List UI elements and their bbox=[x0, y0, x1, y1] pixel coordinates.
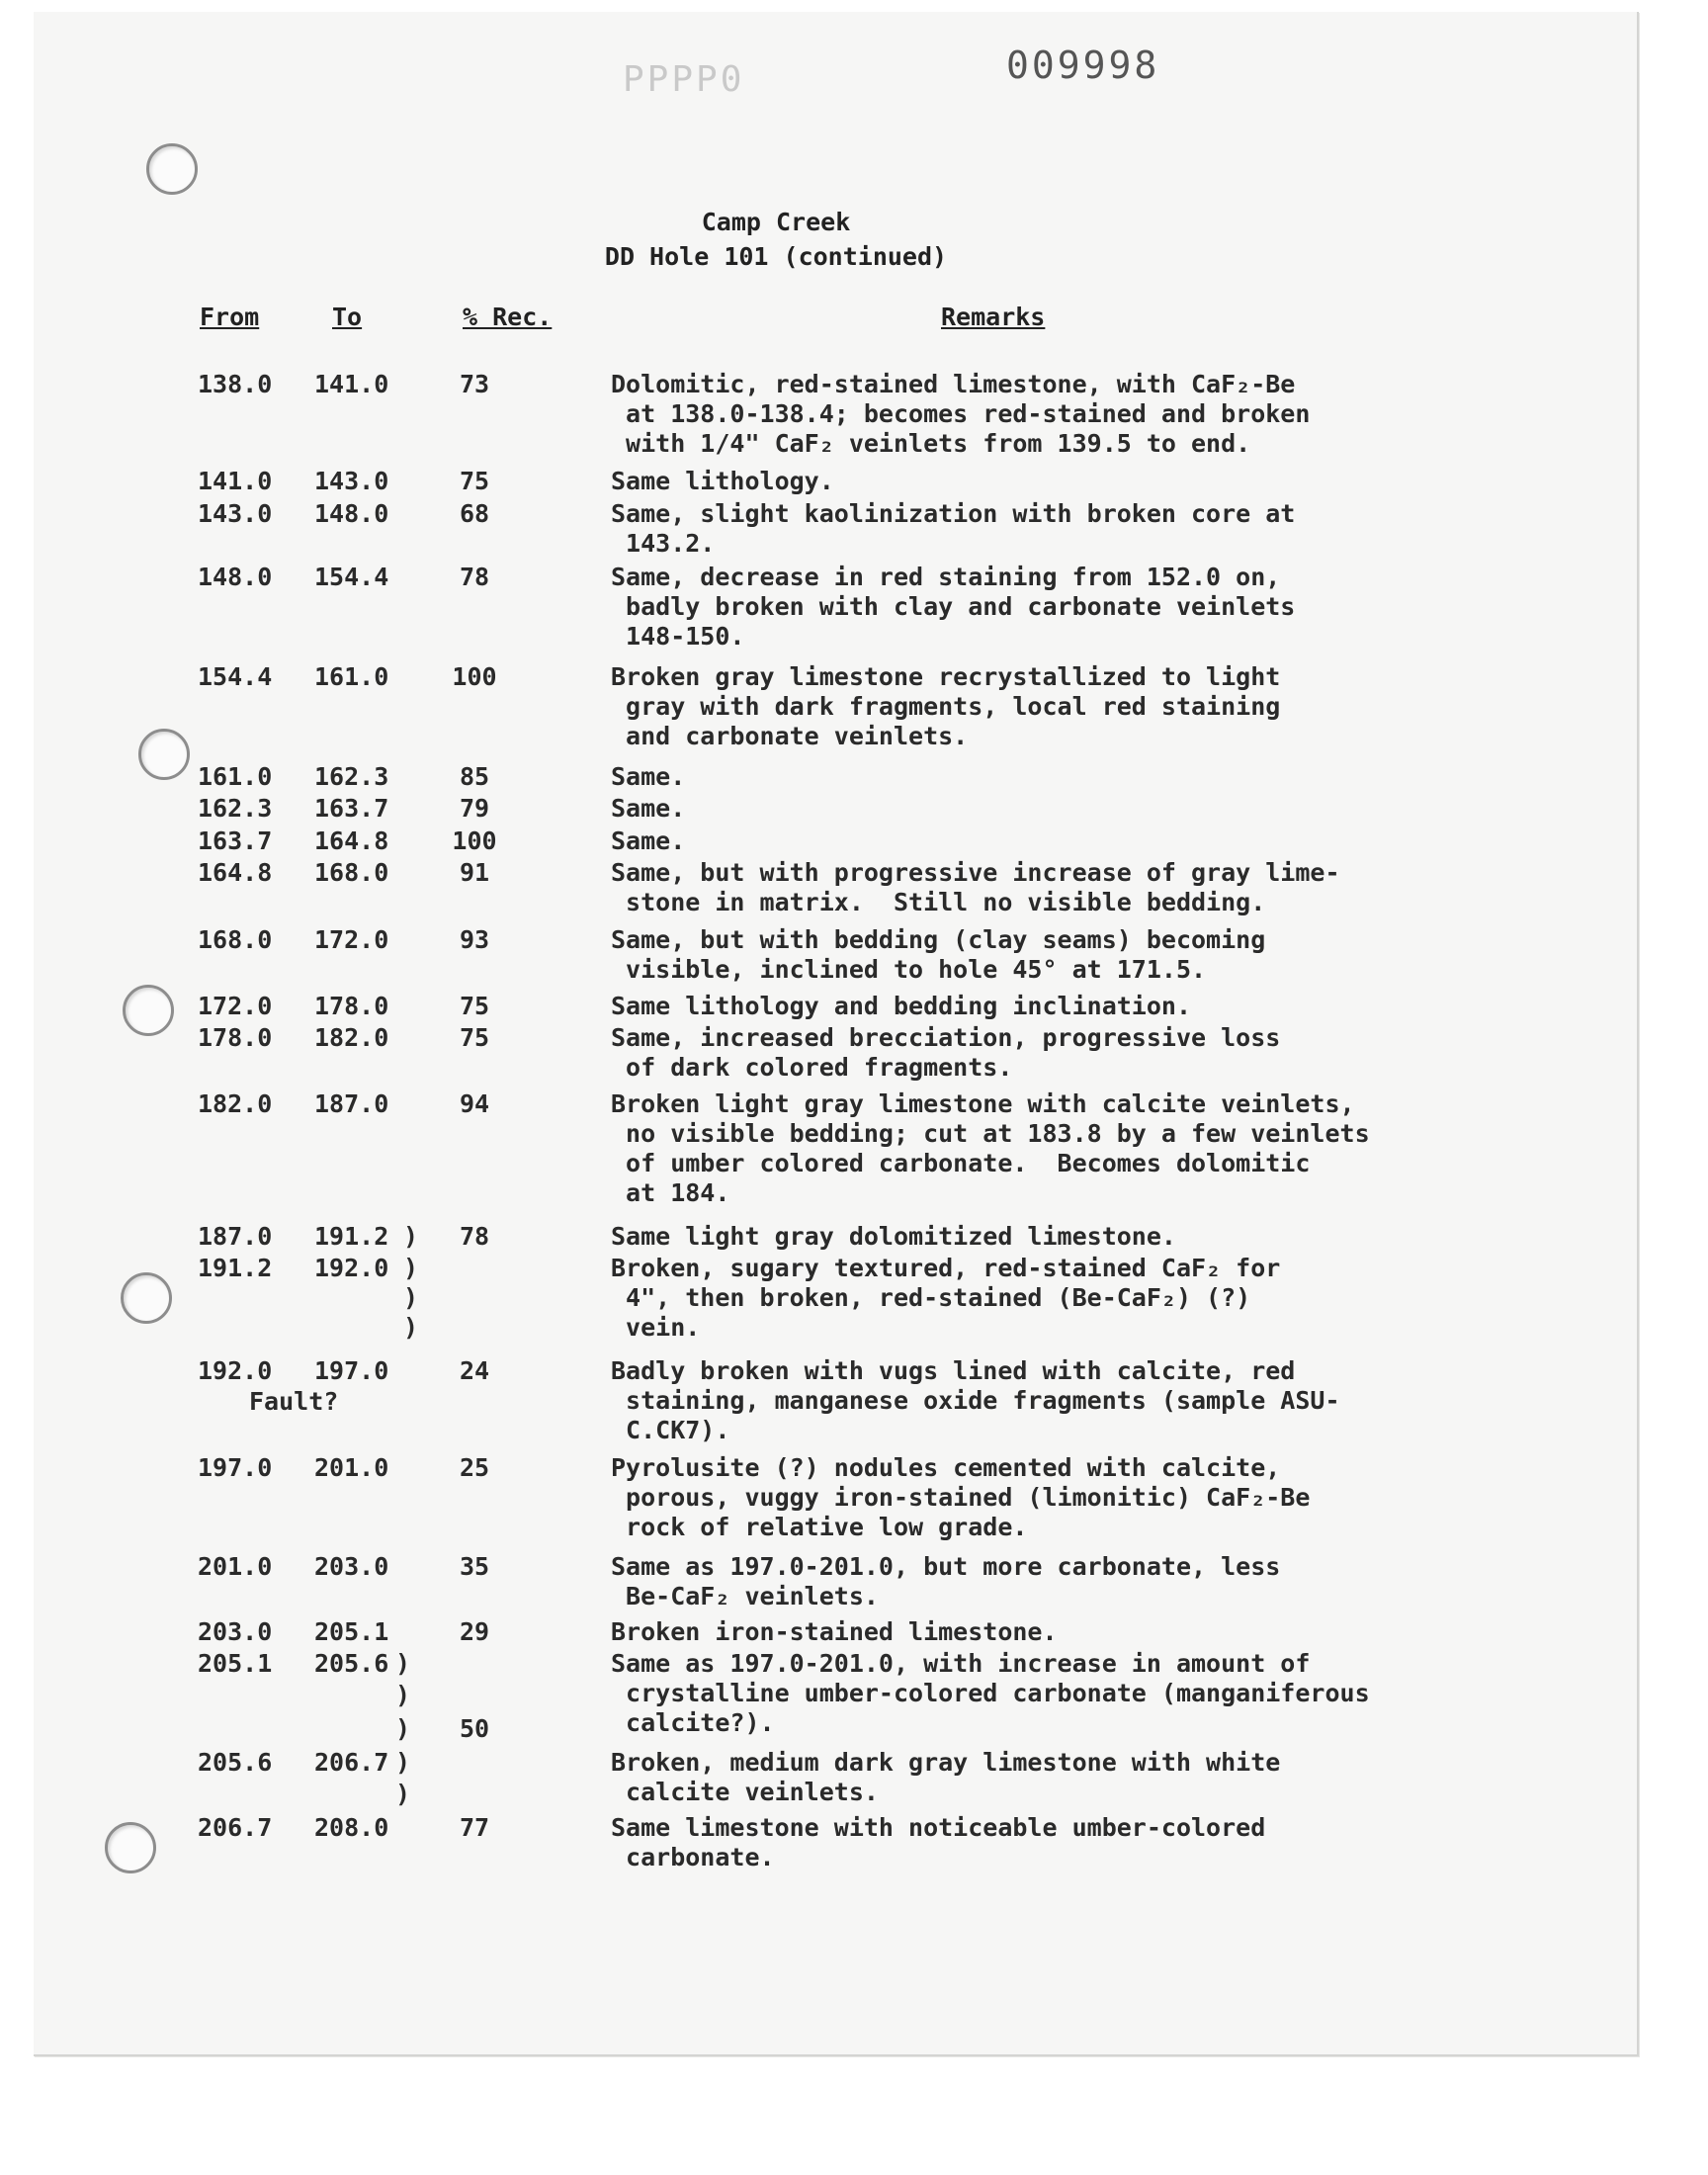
remarks-cell: Broken, sugary textured, red-stained CaF₂ for 4", then broken, red-stained (Be-CaF₂) (?) vein. bbox=[611, 1254, 1281, 1342]
to-cell: 168.0 bbox=[314, 858, 389, 887]
from-cell: 163.7 bbox=[198, 826, 273, 855]
to-cell: 163.7 bbox=[314, 794, 389, 823]
to-cell: 162.3 bbox=[314, 762, 389, 791]
recovery-cell: 85 bbox=[459, 762, 490, 791]
recovery-cell: 100 bbox=[452, 826, 497, 855]
remarks-cell: Same as 197.0-201.0, but more carbonate, less Be-CaF₂ veinlets. bbox=[611, 1552, 1281, 1610]
bracket-mark: ) bbox=[403, 1283, 419, 1312]
bracket-mark: ) bbox=[403, 1254, 419, 1282]
table-row bbox=[0, 1453, 1680, 1541]
column-header-from: From bbox=[200, 303, 260, 331]
to-cell: 172.0 bbox=[314, 925, 389, 954]
punch-hole-icon bbox=[105, 1822, 156, 1873]
table-row bbox=[0, 925, 1680, 984]
to-cell: 203.0 bbox=[314, 1552, 389, 1581]
column-header-to: To bbox=[332, 303, 363, 331]
table-row bbox=[0, 1222, 1680, 1251]
from-cell: 148.0 bbox=[198, 563, 273, 591]
remarks-cell: Same. bbox=[611, 794, 686, 823]
table-row bbox=[0, 1617, 1680, 1646]
table-row bbox=[0, 1254, 1680, 1342]
punch-hole-icon bbox=[121, 1272, 172, 1324]
recovery-cell: 50 bbox=[459, 1714, 490, 1743]
from-cell: 168.0 bbox=[198, 925, 273, 954]
bracket-mark: ) bbox=[395, 1681, 411, 1709]
remarks-cell: Same lithology and bedding inclination. bbox=[611, 992, 1191, 1020]
to-cell: 192.0 bbox=[314, 1254, 389, 1282]
punch-hole-icon bbox=[146, 143, 198, 195]
remarks-cell: Same. bbox=[611, 826, 686, 855]
from-cell: 191.2 bbox=[198, 1254, 273, 1282]
remarks-cell: Same lithology. bbox=[611, 467, 834, 495]
from-cell: 138.0 bbox=[198, 370, 273, 398]
table-row bbox=[0, 1748, 1680, 1806]
remarks-cell: Broken gray limestone recrystallized to light gray with dark fragments, local red staining and carbonate veinlets. bbox=[611, 662, 1281, 750]
to-cell: 161.0 bbox=[314, 662, 389, 691]
bracket-mark: ) bbox=[403, 1313, 419, 1342]
to-cell: 141.0 bbox=[314, 370, 389, 398]
table-row bbox=[0, 1813, 1680, 1871]
table-row bbox=[0, 467, 1680, 495]
table-row bbox=[0, 1023, 1680, 1082]
remarks-cell: Same, slight kaolinization with broken core at 143.2. bbox=[611, 499, 1296, 558]
bracket-mark: ) bbox=[395, 1780, 411, 1808]
recovery-cell: 78 bbox=[459, 1222, 490, 1251]
to-cell: 191.2 bbox=[314, 1222, 389, 1251]
to-cell: 205.6 bbox=[314, 1649, 389, 1678]
document-title: Camp Creek bbox=[701, 208, 851, 236]
from-cell: 172.0 bbox=[198, 992, 273, 1020]
remarks-cell: Dolomitic, red-stained limestone, with CaF₂-Be at 138.0-138.4; becomes red-stained and broken with 1/4" CaF₂ veinlets from 139.5 to end. bbox=[611, 370, 1311, 458]
remarks-cell: Same light gray dolomitized limestone. bbox=[611, 1222, 1176, 1251]
recovery-cell: 29 bbox=[459, 1617, 490, 1646]
to-cell: 154.4 bbox=[314, 563, 389, 591]
from-cell: 205.6 bbox=[198, 1748, 273, 1777]
table-row bbox=[0, 858, 1680, 916]
to-cell: 197.0 bbox=[314, 1356, 389, 1385]
recovery-cell: 91 bbox=[459, 858, 490, 887]
table-row bbox=[0, 794, 1680, 823]
remarks-cell: Broken light gray limestone with calcite veinlets, no visible bedding; cut at 183.8 by a few veinlets of umber colored carbonate. Becomes dolomitic at 184. bbox=[611, 1089, 1370, 1207]
recovery-cell: 24 bbox=[459, 1356, 490, 1385]
recovery-cell: 75 bbox=[459, 992, 490, 1020]
to-cell: 164.8 bbox=[314, 826, 389, 855]
recovery-cell: 77 bbox=[459, 1813, 490, 1842]
punch-hole-icon bbox=[138, 729, 190, 780]
from-cell: 141.0 bbox=[198, 467, 273, 495]
recovery-cell: 35 bbox=[459, 1552, 490, 1581]
table-row bbox=[0, 370, 1680, 458]
column-header-rec: % Rec. bbox=[463, 303, 553, 331]
to-cell: 208.0 bbox=[314, 1813, 389, 1842]
recovery-cell: 75 bbox=[459, 467, 490, 495]
table-row bbox=[0, 1089, 1680, 1207]
recovery-cell: 100 bbox=[452, 662, 497, 691]
document-number-stamp: 009998 bbox=[1006, 44, 1160, 87]
remarks-cell: Pyrolusite (?) nodules cemented with calcite, porous, vuggy iron-stained (limonitic) CaF₂-Be rock of relative low grade. bbox=[611, 1453, 1311, 1541]
bracket-mark: ) bbox=[395, 1714, 411, 1743]
remarks-cell: Same limestone with noticeable umber-colored carbonate. bbox=[611, 1813, 1266, 1871]
to-cell: 178.0 bbox=[314, 992, 389, 1020]
remarks-cell: Same, but with bedding (clay seams) becoming visible, inclined to hole 45° at 171.5. bbox=[611, 925, 1266, 984]
recovery-cell: 25 bbox=[459, 1453, 490, 1482]
from-cell: 182.0 bbox=[198, 1089, 273, 1118]
to-cell: 182.0 bbox=[314, 1023, 389, 1052]
bracket-mark: ) bbox=[395, 1649, 411, 1678]
from-cell: 197.0 bbox=[198, 1453, 273, 1482]
recovery-cell: 78 bbox=[459, 563, 490, 591]
remarks-cell: Same, but with progressive increase of gray lime- stone in matrix. Still no visible bedding. bbox=[611, 858, 1340, 916]
to-cell: 148.0 bbox=[314, 499, 389, 528]
table-row bbox=[0, 563, 1680, 651]
from-cell: 192.0 bbox=[198, 1356, 273, 1385]
from-cell: 201.0 bbox=[198, 1552, 273, 1581]
remarks-cell: Same, increased brecciation, progressive loss of dark colored fragments. bbox=[611, 1023, 1281, 1082]
from-cell: 178.0 bbox=[198, 1023, 273, 1052]
table-row bbox=[0, 1552, 1680, 1610]
remarks-cell: Same as 197.0-201.0, with increase in amount of crystalline umber-colored carbonate (manganiferous calcite?). bbox=[611, 1649, 1370, 1737]
from-cell: 143.0 bbox=[198, 499, 273, 528]
recovery-cell: 79 bbox=[459, 794, 490, 823]
from-cell: 162.3 bbox=[198, 794, 273, 823]
recovery-cell: 68 bbox=[459, 499, 490, 528]
from-cell: 205.1 bbox=[198, 1649, 273, 1678]
to-cell: 205.1 bbox=[314, 1617, 389, 1646]
table-row bbox=[0, 662, 1680, 750]
remarks-cell: Badly broken with vugs lined with calcite, red staining, manganese oxide fragments (sample ASU- C.CK7). bbox=[611, 1356, 1340, 1444]
from-cell: 203.0 bbox=[198, 1617, 273, 1646]
table-row bbox=[0, 826, 1680, 855]
table-row bbox=[0, 762, 1680, 791]
fault-label: Fault? bbox=[249, 1387, 339, 1416]
recovery-cell: 93 bbox=[459, 925, 490, 954]
from-cell: 164.8 bbox=[198, 858, 273, 887]
table-row bbox=[0, 992, 1680, 1020]
from-cell: 161.0 bbox=[198, 762, 273, 791]
from-cell: 187.0 bbox=[198, 1222, 273, 1251]
remarks-cell: Broken, medium dark gray limestone with white calcite veinlets. bbox=[611, 1748, 1281, 1806]
document-subtitle: DD Hole 101 (continued) bbox=[604, 242, 948, 271]
from-cell: 154.4 bbox=[198, 662, 273, 691]
table-row bbox=[0, 1714, 1680, 1743]
recovery-cell: 73 bbox=[459, 370, 490, 398]
to-cell: 201.0 bbox=[314, 1453, 389, 1482]
remarks-cell: Broken iron-stained limestone. bbox=[611, 1617, 1058, 1646]
table-row bbox=[0, 499, 1680, 558]
recovery-cell: 75 bbox=[459, 1023, 490, 1052]
remarks-cell: Same, decrease in red staining from 152.0 on, badly broken with clay and carbonate veinlets 148-150. bbox=[611, 563, 1296, 651]
to-cell: 143.0 bbox=[314, 467, 389, 495]
column-header-remarks: Remarks bbox=[941, 303, 1046, 331]
to-cell: 206.7 bbox=[314, 1748, 389, 1777]
recovery-cell: 94 bbox=[459, 1089, 490, 1118]
bracket-mark: ) bbox=[403, 1222, 419, 1251]
remarks-cell: Same. bbox=[611, 762, 686, 791]
faint-stamp: PPPP0 bbox=[623, 59, 745, 100]
bracket-mark: ) bbox=[395, 1748, 411, 1777]
to-cell: 187.0 bbox=[314, 1089, 389, 1118]
from-cell: 206.7 bbox=[198, 1813, 273, 1842]
